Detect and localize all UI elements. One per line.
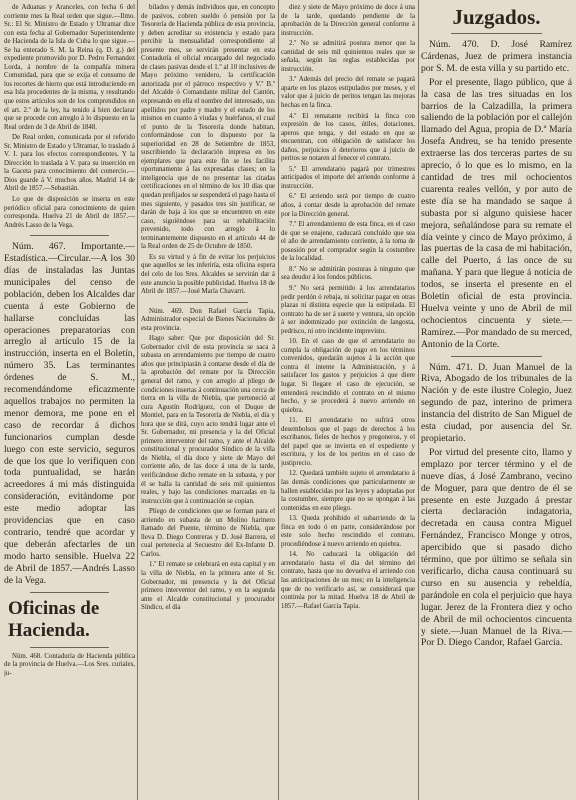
separator-rule: [451, 356, 542, 357]
notice-471: Núm. 471. D. Juan Manuel de la Riva, Abogado de los tribunales de la Nación y de este ilustre Colegio, Juez segundo de paz, interino de primera instancia del distrito de San Miguel de esta ciudad, por ausencia del Sr. propietario.: [421, 361, 572, 444]
condition-item: 9.º No será permitido á los arrendatarios pedir perdón ó rebaja, ni solicitar pagar en otras plazas ni distinta especie que la estipulada. El contrato ha de ser á suerte y ventura, sin opción á ser indemnizado por extinción de langosta, pedrisco, ni otro incidente imprevisto.: [281, 284, 415, 335]
notice-467: Núm. 467. Importante.—Estadística.—Circular.—A los 30 días de instaladas las Juntas municipales del censo de población, deben los Alcaldes dar cuenta á este Gobierno de hallarse concluidas las operaciones preparatorias con arreglo al artículo 15 de la instrucción, inserta en el Boletín, número 35. Las terminantes órdenes de S. M., recomendándome eficazmente aquellos trabajos no permiten la menor demora, me pone en el caso de recordar á dichos funcionarios cumplan desde luego con este servicio, seguros de que los que lo verifiquen con toda puntualidad, se harán acreedores á mi más distinguida consideración, evitándome por este medio adoptar las providencias que en caso contrario, tendré que acordar y que deberán afectarles de un modo harto sensible. Huelva 22 de Abril de 1857.—Andrés Lasso de la Vega.: [4, 241, 135, 586]
notice-paragraph: 1.º El remate se celebrará en esta capital y en la villa de Niebla, en la primera ante el Sr. Gobernador, mi presencia y la del Oficial primero interventor del ramo, y en la segunda ante el Alcalde constitucional y procurador Síndico, el día: [141, 561, 275, 612]
separator-rule: [451, 33, 542, 34]
column-1: [4, 4, 135, 798]
notice-470: Núm. 470. D. José Ramírez Cárdenas, Juez de primera instancia por S. M. de esta villa y su partido etc.: [421, 39, 572, 74]
condition-item: 6.º El arriendo será por tiempo de cuatro años, á contar desde la aprobación del remate por la Dirección general.: [281, 193, 415, 218]
condition-item: 8.º No se admitirán posturas á ninguno que sea deudor á los fondos públicos.: [281, 265, 415, 282]
condition-item: 5.º El arrendatario pagará por trimestres anticipados el importe del arriendo conforme á instrucción.: [281, 165, 415, 190]
notice-paragraph: Lo que de disposición se inserta en este periódico oficial para conocimiento de quien corresponda. Huelva 21 de Abril de 1857.—Andrés Lasso de la Vega.: [4, 196, 135, 229]
condition-item: 12. Quedará también sujeto el arrendatario á las demás condiciones que particularmente se hallen establecidas por las leyes y adoptadas por la costumbre, siempre que no se opongan á las contenidas en este pliego.: [281, 470, 415, 512]
column-4: [421, 4, 572, 798]
notice-paragraph: De Real orden, comunicada por el referido Sr. Ministro de Estado y Ultramar, lo traslado á V. I. para los efectos correspondientes. Y la Dirección lo traslada á V. para su inserción en la Gaceta para conocimiento del comercio.—Dios guarde á V. muchos años. Madrid 14 de Abril de 1857.—Sebastián.: [4, 134, 135, 193]
column-3: [281, 4, 415, 798]
notice-paragraph: de Aduanas y Aranceles, con fecha 6 del corriente mes la Real orden que sigue.—Ilmo. Sr.: El Sr. Ministro de Estado y Ultramar dice con esta fecha al Gobernador Superintendente de Hacienda de la Isla de Cuba lo que sigue.—Se ha enterado S. M. la Reina (q. D. g.) del expediente promovido por D. Pedro Fernandez Lorda, á nombre de la compañía minera Comunidad, para que se exija el consumo de los recortes de hierro que está introduciendo en esa Isla procedentes de la misma, y resultando que estos artículos son de los comprendidos en el art. 2.º de la ley, ha tenido á bien declarar que se procede con arreglo á lo dispuesto en la Real orden de 3 de Abril de 1848.: [4, 4, 135, 131]
condition-item: 2.º No se admitirá postura menor que la cantidad de seis mil quinientos reales que se señala, según las reglas establecidas por instrucción.: [281, 40, 415, 73]
column-rule: [418, 0, 419, 800]
condition-item: 4.º El rematante recibirá la finca con expresión de los casos, útiles, dotaciones, aperos que tenga, y del estado en que se encuentran, con obligación de satisfacer los daños, perjuicios ó deterioros que á juicio de peritos se notaren al fenecer el contrato.: [281, 112, 415, 163]
condition-item: 11. El arrendatario no sufrirá otros desembolsos que el pago de derechos á los escribanos, fieles de hechos y pregoneros, y el del papel que se invierta en el expediente y escritura, y los de los peritos en el caso de justiprecio.: [281, 417, 415, 467]
column-rule: [137, 0, 138, 800]
notice-paragraph: Pliego de condiciones que se forman para el arriendo en subasta de un Molino harinero llamado del Puente, término de Niebla, que lleva D. Diego Contreras y D. José Barrera, el cual pertenecía al Secuestro del Ex-Infante D. Carlos.: [141, 508, 275, 558]
separator-rule: [30, 592, 109, 593]
condition-item: diez y siete de Mayo próximo de doce á una de la tarde, quedando pendiente de la aprobación de la Dirección general conforme á instrucción.: [281, 4, 415, 37]
notice-468: Núm. 468. Contaduría de Hacienda pública de la provincia de Huelva.—Los Sres. curiales, ju-: [4, 652, 135, 677]
condition-item: 3.º Además del precio del remate se pagará aparte en los plazos estipulados por meses, y el valor que á juicio de peritos tengan las mejoras hechas en la finca.: [281, 76, 415, 110]
separator-rule: [30, 235, 109, 236]
notice-469: Núm. 469. Don Rafael García Tapia, Administrador especial de Bienes Nacionales de esta provincia.: [141, 307, 275, 332]
separator-rule: [30, 647, 109, 648]
notice-paragraph: Por el presente, llago público, que á la casa de las tres situadas en los barrios de la Calzadilla, la primera saliendo de la población por el callejón llamado del Agua, propia de D.ª María Josefa Andreu, se ha tenido presente extraerse las dos terceras partes de su aprecio, ó lo que es lo mismo, en la cantidad de tres mil ochocientos cuarenta reales vellón, y por auto de este día se ha mandado se saque á subasta por si alguno quisiese hacer mejora, señalándose para su remate el día veinte y cinco de Mayo próximo, á las puertas de la casa de mi habitación, calle del Puerto, á las once de su mañana. Y para que llegue á noticia de todos, se inserta el presente en el Boletín oficial de esta provincia. Huelva veinte y uno de Abril de mil ochocientos cincuenta y siete.—Ramírez.—Por mandado de su merced, Antonio de la Corte.: [421, 76, 572, 350]
condition-item: 14. No caducará la obligación del arrendatario hasta el día del término del contrato, hasta que no devuelva el arriendo con las anticipaciones de un mes; en la inteligencia que de no verificarlo así, se considerará que continúa por la mitad. Huelva 18 de Abril de 1857.—Rafael García Tapia.: [281, 551, 415, 610]
column-rule: [278, 0, 279, 800]
notice-paragraph: bilados y demás individuos que, en concepto de pasivos, cobren sueldo ó pensión por la Tesorería de Hacienda pública de esta provincia, y deben acreditar su existencia y estado para percibir la mensualidad correspondiente al presente mes, se servirán presentar en esta Contaduría el oficial encargado del negociado de clases pasivas desde el 1.º al 10 inclusives de Mayo próximo venidero, la certificación autorizada por el párroco respectivo y V.º B.º del Alcalde ó Comandante militar del Cantón, expresando en ella el nombre del interesado, sus apellidos por padre y madre y el estado de los mismos en cuanto á viudas y huérfanos, el cual el punto de la Tesorería donde habitan, conformándose con lo dispuesto por la superioridad en 28 de Setiembre de 1853, suscribiendo la declaración impresa en los ejemplares que para este fin se les facilita oportunamente á las expresadas clases; en la inteligencia que de no presentar las citadas certificaciones en el término de los 10 días que quedan prefijados se suspenderá el pago hasta el mes siguiente, y pasados tres sin justificar, se darán de baja á los que se encuentren en este caso, siguiéndose para su rehabilitación prevenido, todo con arreglo á lo terminantemente dispuesto en el artículo 44 de la Real orden de 25 de Octubre de 1850.: [141, 4, 275, 251]
notice-paragraph: Es su virtud y á fin de evitar los perjuicios que aquellos se les inferiría, esta oficina espera del celo de los Sres. Alcaldes se servirán dar á este anuncio la posible publicidad. Huelva 18 de Abril de 1857.—José María Chavarri.: [141, 253, 275, 296]
notice-paragraph: Hago saber: Que por disposición del Sr. Gobernador civil de esta provincia se saca á subasta en arrendamiento por tiempo de cuatro años que principiarán á contarse desde el día de la aprobación del remate por la Dirección general del ramo, y con arreglo al pliego de condiciones insertas á continuación una cerca de tierra en la villa de Niebla, que perteneció al cura Agustín Rodríguez, con el Duque de Montiel, para en la Tesorería de Niebla, el día y hora que se dirá, cuyo acto tendrá lugar ante el Sr. Gobernador, mi presencia y la del Oficial primero interventor del ramo, y ante el Alcalde constitucional y procurador Síndico de la villa de Niebla, el día doce y siete de Mayo del corriente año, de las doce á una de la tarde, verificándose dicho remate en la subasta, y por él se halla la cantidad de seis mil quinientos reales, y bajo las condiciones marcadas en la instrucción que á continuación se copian.: [141, 335, 275, 505]
section-title-oficinas: Oficinas de Hacienda.: [8, 597, 100, 641]
condition-item: 7.º El arrendamiento de esta finca, en el caso de que se enajene, caducará concluido que sea el año de arrendamiento corriente, á la toma de posesión por el comprador según la costumbre de la localidad.: [281, 221, 415, 263]
condition-item: 13. Queda prohibido el subarriendo de la finca en todo ó en parte, considerándose por este solo hecho rescindido el contrato, procediéndose á nuevo arriendo en quiebra.: [281, 515, 415, 548]
condition-item: 10. En el caso de que el arrendatario no cumpla la obligación de pago en los términos convenidos, quedarán sujetos á la acción que contra él intente la Administración, y á satisfacer los gastos y perjuicios á que diere lugar. Si llegare el caso de ejecución, se entenderá rescindido el contrato en el mismo hecho, y se procederá á nuevo arriendo en quiebra.: [281, 338, 415, 414]
section-title-juzgados: Juzgados.: [452, 5, 541, 29]
separator-rule: [168, 302, 248, 303]
notice-paragraph: Por virtud del presente cito, llamo y emplazo por tercer término y el de nueve días, á José Zambrano, vecino de Moguer, para que dentro de él se presente en este Juzgado á prestar cierta declaración indagatoria, decretada en causa contra Miguel Fernández, Francisco Monge y otros, apercibido que si pasado dicho término, que por último se señala sin verificarlo, dicha causa continuará su curso en su ausencia y rebeldía, parándole en cola el perjuicio que haya lugar. Jerez de la Frontera diez y ocho de Abril de mil ochocientos cincuenta y siete.—Juan Manuel de la Riva.—Por D. Diego Candor, Rafael García.: [421, 446, 572, 649]
column-2: [141, 4, 275, 798]
